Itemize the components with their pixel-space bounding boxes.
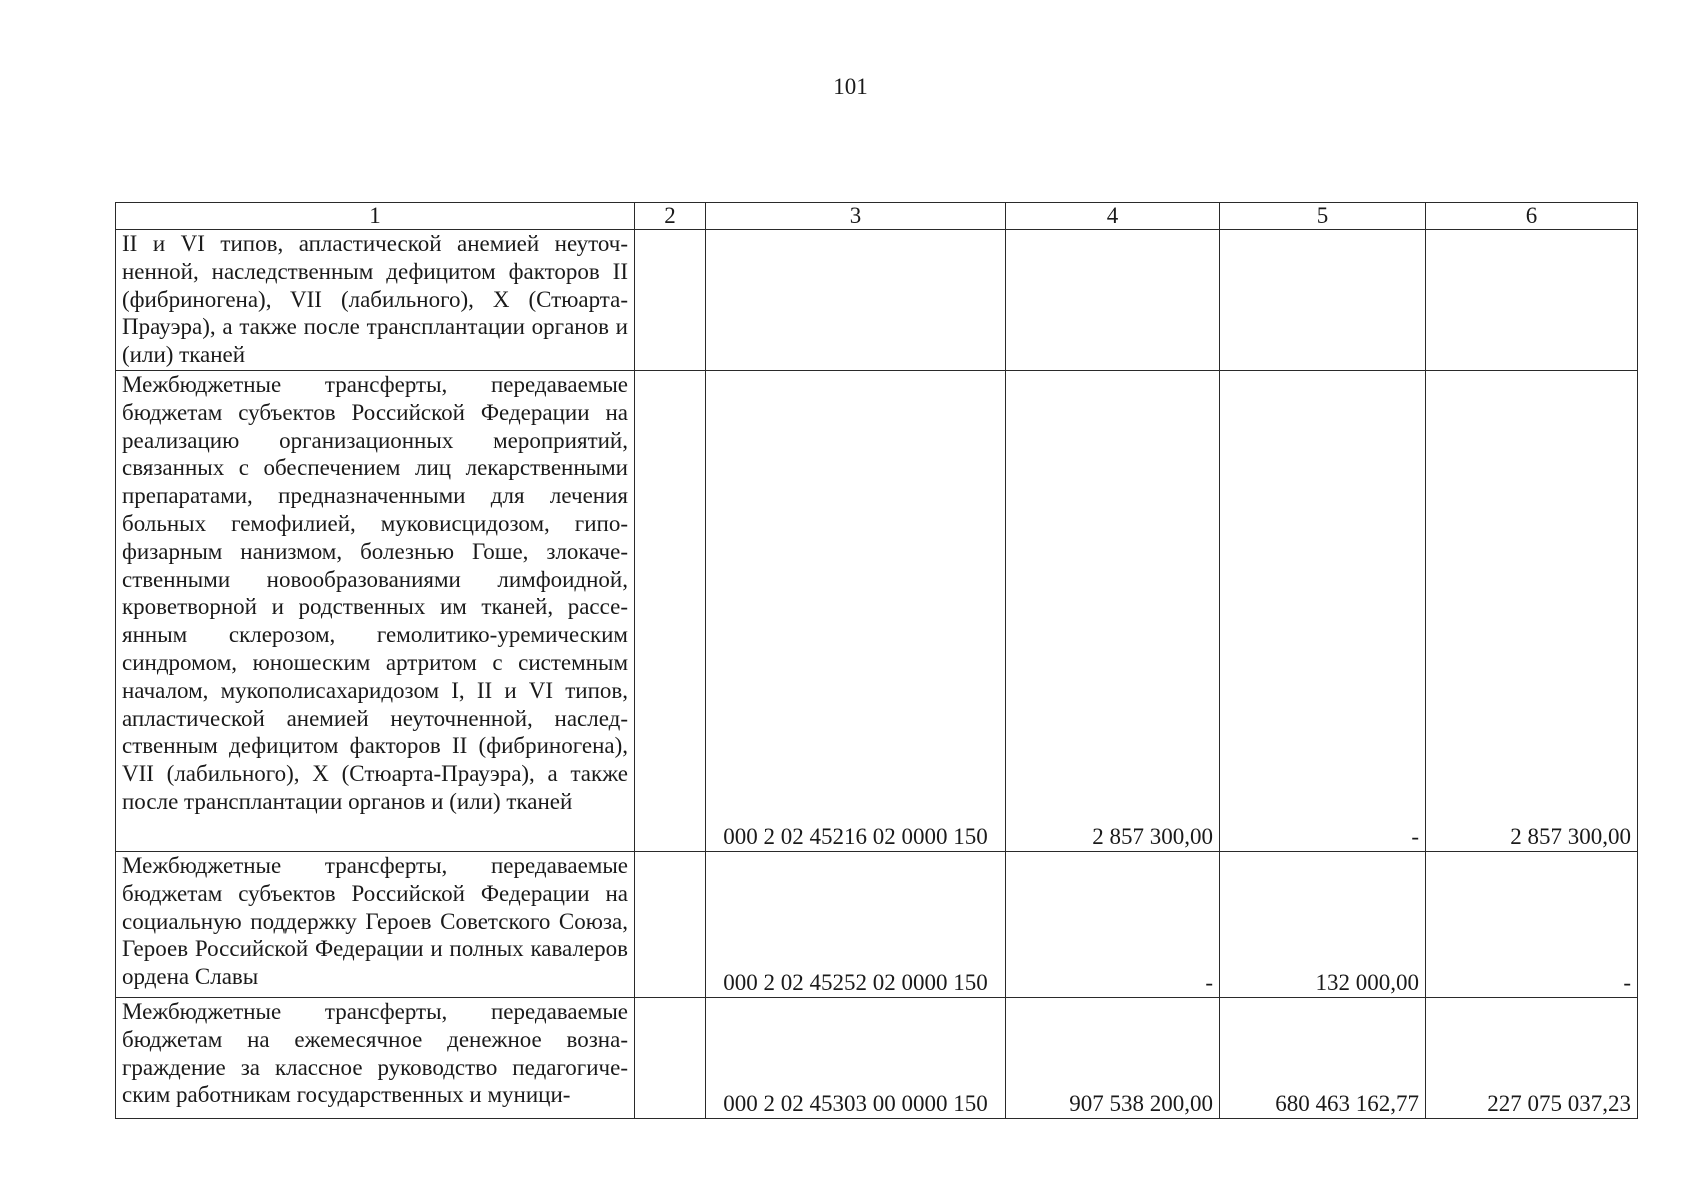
row-col4-amount: 2 857 300,00 xyxy=(1006,371,1220,852)
row-col6-amount: 227 075 037,23 xyxy=(1426,998,1638,1119)
row-budget-code: 000 2 02 45303 00 0000 150 xyxy=(706,998,1006,1119)
row-description: Межбюджетные трансферты, передаваемые бюджетам субъектов Российской Федерации на социальную поддержку Героев Советского Союза, Героев Российской Федерации и полных кавалеров ордена Славы xyxy=(116,852,635,998)
row-col5-amount: 132 000,00 xyxy=(1220,852,1426,998)
row-budget-code: 000 2 02 45216 02 0000 150 xyxy=(706,371,1006,852)
column-header-4: 4 xyxy=(1006,203,1220,230)
budget-table xyxy=(115,202,1638,1119)
row-description: Межбюджетные трансферты, передаваемые бюджетам на ежемесячное денежное вознаграждение за классное руководство педагогическим работникам государственных и муници- xyxy=(116,998,635,1119)
row-col4-amount xyxy=(1006,230,1220,371)
row-budget-code: 000 2 02 45252 02 0000 150 xyxy=(706,852,1006,998)
column-header-5: 5 xyxy=(1220,203,1426,230)
column-header-6: 6 xyxy=(1426,203,1638,230)
row-col2 xyxy=(635,998,706,1119)
row-budget-code xyxy=(706,230,1006,371)
row-col2 xyxy=(635,371,706,852)
row-col5-amount xyxy=(1220,230,1426,371)
row-col2 xyxy=(635,852,706,998)
row-description: II и VI типов, апластической анемией неуточненной, наследственным дефицитом факторов II (фибриногена), VII (лабильного), X (Стюарта-Прауэра), а также после трансплантации органов и (или) тканей xyxy=(116,230,635,371)
row-col4-amount: - xyxy=(1006,852,1220,998)
page-number: 101 xyxy=(833,74,868,99)
column-header-2: 2 xyxy=(635,203,706,230)
row-col6-amount xyxy=(1426,230,1638,371)
column-number-row xyxy=(116,203,1638,230)
row-col6-amount: 2 857 300,00 xyxy=(1426,371,1638,852)
column-header-1: 1 xyxy=(116,203,635,230)
row-description: Межбюджетные трансферты, передаваемые бюджетам субъектов Российской Федерации на реализацию организационных мероприятий, связанных с обеспечением лиц лекарственными препаратами, предназначенными для лечения больных гемофилией, муковисцидозом, гипофизарным нанизмом, болезнью Гоше, злокачественными новообразованиями лимфоидной, кроветворной и родственных им тканей, рассеянным склерозом, гемолитико-уремическим синдромом, юношеским артритом с системным началом, мукополисахаридозом I, II и VI типов, апластической анемией неуточненной, наследственным дефицитом факторов II (фибриногена), VII (лабильного), X (Стюарта-Прауэра), а также после трансплантации органов и (или) тканей xyxy=(116,371,635,852)
table-row xyxy=(116,852,1638,998)
table-row xyxy=(116,998,1638,1119)
row-col5-amount: - xyxy=(1220,371,1426,852)
table-row xyxy=(116,371,1638,852)
row-col5-amount: 680 463 162,77 xyxy=(1220,998,1426,1119)
table-row xyxy=(116,230,1638,371)
column-header-3: 3 xyxy=(706,203,1006,230)
row-col6-amount: - xyxy=(1426,852,1638,998)
row-col4-amount: 907 538 200,00 xyxy=(1006,998,1220,1119)
row-col2 xyxy=(635,230,706,371)
